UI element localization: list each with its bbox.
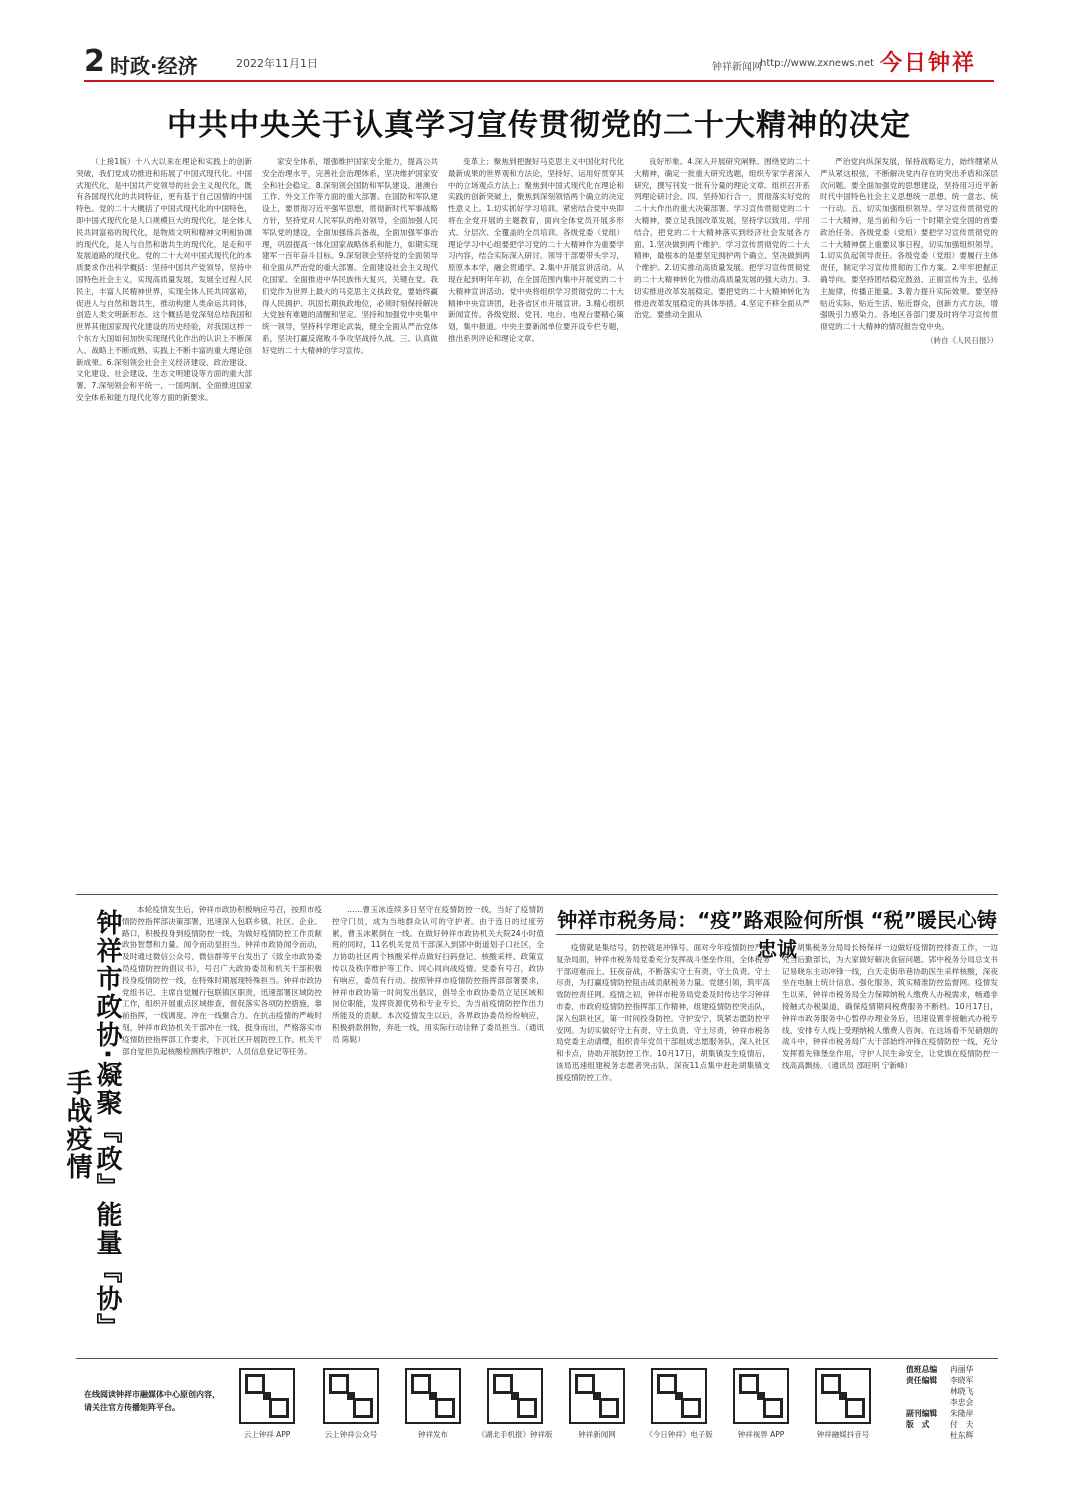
qr-code-icon: [323, 1368, 379, 1424]
qr-code-release[interactable]: 钟祥发布: [392, 1362, 474, 1440]
editor-row: 责任编辑 李晓军: [906, 1376, 974, 1385]
footer-divider: [76, 1358, 998, 1359]
right-article-column-1: 疫情就是集结号，防控就是冲锋号。面对今年疫情防控严峻复杂局面，钟祥市税务局党委充分发挥战斗堡垒作用，全体税务干部迎难而上、狂夜奋战，不断落实守土有责、守土负责、守土尽责，为打赢疫情防控阻击战贡献税务力量。党建引领，筑牢高效防控责任网。疫情之初，钟祥市税务局党委及时传达学习钟祥市委、市政府疫情防控指挥部工作精神，组建疫情防控突击队，深入包联社区，第一时间投身防控。守护安宁，筑紧志愿防控平安网。为切实做好守土有责、守土负责、守土尽责，钟祥市税务局党委主动请缨，组织青年党员干部组成志愿服务队，深入社区和卡点，协助开展防控工作。10月17日，胡集镇发生疫情后，该局迅速组建税务志愿者突击队，深夜11点集中赶赴胡集镇支援疫情防控工作。: [556, 943, 770, 1082]
qr-code-epaper[interactable]: 《今日钟祥》电子版: [638, 1362, 720, 1440]
footer-note: 在线阅读钟祥市融媒体中心原创内容，请关注官方传播矩阵平台。: [84, 1390, 220, 1412]
editor-row: 副刊编辑 朱隆岸: [906, 1409, 974, 1418]
qr-code-icon: [651, 1368, 707, 1424]
right-article-headline: 钟祥市税务局：“疫”路艰险何所惧 “税”暖民心铸忠诚: [557, 908, 997, 961]
main-article-column-2: 家安全体系，增强维护国家安全能力，提高公共安全治理水平，完善社会治理体系，坚决维护国家安全和社会稳定。8.深刻领会国防和军队建设、港澳台工作、外交工作等方面的重大部署。在国防和军队建设上，要贯彻习近平强军思想，贯彻新时代军事战略方针，坚持党对人民军队的绝对领导，全面加强人民军队党的建设，全面加强练兵备战，全面加强军事治理，巩固提高一体化国家战略体系和能力，如期实现建军一百年奋斗目标。9.深刻领会坚持党的全面领导和全面从严治党的重大部署。全面建设社会主义现代化国家、全面推进中华民族伟大复兴，关键在党。我们党作为世界上最大的马克思主义执政党，要始终赢得人民拥护、巩固长期执政地位，必须时刻保持解决大党独有难题的清醒和坚定。坚持和加强党中央集中统一领导，坚持科学理论武装，健全全面从严治党体系，坚决打赢反腐败斗争攻坚战持久战。三、认真做好党的二十大精神的学习宣传。: [262, 157, 438, 355]
editor-credits: [906, 1364, 996, 1441]
headline-divider: [556, 934, 998, 935]
qr-code-news-site[interactable]: 钟祥新闻网: [556, 1362, 638, 1440]
masthead: [0, 0, 1078, 94]
qr-code-icon: [815, 1368, 871, 1424]
main-article-source: （转自《人民日报》）: [925, 335, 998, 345]
qr-code-icon: [405, 1368, 461, 1424]
main-article-column-1: （上接1版）十八大以来在理论和实践上的创新突破，我们党成功推进和拓展了中国式现代化。中国式现代化，是中国共产党领导的社会主义现代化，既有各国现代化的共同特征，更有基于自己国情的中国特色。党的二十大概括了中国式现代化的中国特色，即中国式现代化是人口规模巨大的现代化，是全体人民共同富裕的现代化，是物质文明和精神文明相协调的现代化，是人与自然和谐共生的现代化，是走和平发展道路的现代化。党的二十大对中国式现代化的本质要求作出科学概括：坚持中国共产党领导，坚持中国特色社会主义，实现高质量发展，发展全过程人民民主，丰富人民精神世界，实现全体人民共同富裕，促进人与自然和谐共生，推动构建人类命运共同体，创造人类文明新形态。这个概括是党深刻总结我国和世界其他国家现代化建设的历史经验，对我国这样一个东方大国如何加快实现现代化作出的认识上不断深入、战略上不断成熟、实践上不断丰富的重大理论创新成果。6.深刻领会社会主义经济建设、政治建设、文化建设、社会建设、生态文明建设等方面的重大部署。7.深刻领会和平统一、一国两制、全面推进国家安全体系和能力现代化等方面的新要求。: [76, 157, 252, 402]
qr-code-icon: [569, 1368, 625, 1424]
left-article-column-2: ……曹玉冰连续多日坚守在疫情防控一线，当好了疫情防控守门员，成为当地群众认可的守护者。由于连日的过度劳累，曹玉冰累倒在一线。在做好钟祥市政协机关大院24小时值班的同时，11名机关党员干部深入到郢中街道划子口社区，全力协助社区两个核酸采样点做好扫码登记、核酸采样、政策宣传以及秩序维护等工作。同心同向战疫情。党委有号召，政协有响应，委员有行动。按照钟祥市疫情防控指挥部部署要求，钟祥市政协第一时间发出倡议，倡导全市政协委员立足区域和岗位职能，发挥资源优势和专业专长，为当前疫情防控作出力所能及的贡献。本次疫情发生以后，各界政协委员纷纷响应，积极捐款捐物，奔赴一线，用实际行动诠释了委员担当。（通讯员 陈鞑）: [332, 905, 544, 1044]
page-number: 2: [84, 44, 105, 79]
qr-code-icon: [487, 1368, 543, 1424]
editor-row: 杜东辉: [950, 1431, 974, 1440]
section-title: 时政·经济: [110, 54, 198, 78]
right-article-column-2: 胡集税务分局局长杨保祥一边做好疫情防控排查工作，一边充当后勤部长，为大家做好解决食宿问题。郢中税务分局总支书记易晓东主动冲锋一线，白天走街串巷协助医生采样核酸，深夜坐在电脑上统计信息。强化服务，筑实精准防控监督网。疫情发生以来，钟祥市税务局全力保障纳税人缴费人办税需求，畅通非接触式办税渠道，确保疫情期间税费服务不断档。10月17日，钟祥市政务服务中心暂停办理业务后，迅速设置非接触式办税专线，安排专人线上受理纳税人缴费人咨询。在这场看不见硝烟的战斗中，钟祥市税务局广大干部始终冲锋在疫情防控一线，充分发挥着先锋堡垒作用，守护人民生命安全，让党旗在疫情防控一线高高飘扬。（通讯员 邵旺明 宁新峰）: [782, 943, 998, 1070]
editor-row: 林晓飞: [950, 1387, 974, 1396]
main-article-column-4: 良好形象。4.深入开展研究阐释。围绕党的二十大精神，确定一批重大研究选题，组织专家学者深入研究，撰写刊发一批有分量的理论文章。组织召开系列理论研讨会。四、坚持知行合一，贯彻落实好党的二十大作出的重大决策部署。学习宣传贯彻党的二十大精神，要立足我国改革发展，坚持学以致用、学用结合，把党的二十大精神落实到经济社会发展各方面。1.坚决做到两个维护。学习宣传贯彻党的二十大精神，最根本的是要坚定拥护两个确立、坚决做到两个维护。2.切实推动高质量发展。把学习宣传贯彻党的二十大精神转化为推动高质量发展的强大动力。3.切实推进改革发展稳定。要把党的二十大精神转化为推进改革发展稳定的具体举措。4.坚定不移全面从严治党。要推动全面从: [634, 157, 810, 320]
site-url[interactable]: http://www.zxnews.net: [760, 58, 875, 69]
qr-code-wechat[interactable]: 云上钟祥公众号: [310, 1362, 392, 1440]
editor-row: 值班总编 冉丽华: [906, 1365, 974, 1374]
main-article-column-5: 严治党向纵深发展，保持战略定力，始终绷紧从严从紧这根弦，不断解决党内存在的突出矛盾和深层次问题。要全面加强党的思想建设，坚持用习近平新时代中国特色社会主义思想统一思想、统一意志、统一行动。五、切实加强组织领导。学习宣传贯彻党的二十大精神，是当前和今后一个时期全党全国的首要政治任务。各级党委（党组）要把学习宣传贯彻党的二十大精神摆上重要议事日程，切实加强组织领导。1.切实负起领导责任。各级党委（党组）要履行主体责任，制定学习宣传贯彻的工作方案。2.牢牢把握正确导向。要坚持团结稳定鼓劲、正面宣传为主，弘扬主旋律，传播正能量。3.着力提升实际效果。要坚持贴近实际、贴近生活、贴近群众，创新方式方法，增强吸引力感染力。各地区各部门要及时将学习宣传贯彻党的二十大精神的情况报告党中央。 （转自《人民日报》）: [820, 157, 998, 345]
qr-code-vision-app[interactable]: 钟祥视界 APP: [720, 1362, 802, 1440]
qr-code-app[interactable]: 云上钟祥 APP: [226, 1362, 308, 1440]
section-divider: [76, 894, 998, 895]
header-divider: [84, 80, 994, 82]
editor-row: 李忠会: [950, 1398, 974, 1407]
left-article-column-1: 本轮疫情发生后，钟祥市政协积极响应号召，按照市疫情防控指挥部决策部署，迅速深入包联乡镇、社区、企业、路口，积极投身到疫情防控一线，为做好疫情防控工作贡献政协智慧和力量。闻令而动显担当。钟祥市政协闻令而动，及时通过微信公众号、微信群等平台发出了《致全市政协委员疫情防控的倡议书》，号召广大政协委员和机关干部积极投身疫情防控一线，在特殊时期展现特殊担当。钟祥市政协党组书记、主席自觉履行包联镇区职责，迅速部署区域防控工作，组织开展重点区域排查，督促落实各项防控措施，靠前指挥，一线调度。冲在一线聚合力。在抗击疫情的严峻时刻，钟祥市政协机关干部冲在一线，挺身而出，严格落实市疫情防控指挥部工作要求，下沉社区开展防控工作。机关干部自觉担负起核酸检测秩序维护、人员信息登记等任务。: [122, 905, 322, 1056]
qr-code-icon: [239, 1368, 295, 1424]
main-article-column-3: 变革上；聚焦到把握好马克思主义中国化时代化最新成果的世界观和方法论，坚持好、运用好贯穿其中的立场观点方法上；聚焦到中国式现代化在理论和实践的创新突破上，聚焦到深刻领悟两个确立的决定性意义上。1.切实抓好学习培训。紧密结合党中央即将在全党开展的主题教育，面向全体党员开展多形式、分层次、全覆盖的全员培训。各级党委（党组）理论学习中心组要把学习党的二十大精神作为重要学习内容，结合实际深入研讨。领导干部要带头学习，原原本本学，融会贯通学。2.集中开展宣讲活动。从现在起到明年年初，在全国范围内集中开展党的二十大精神宣讲活动。党中央将组织学习贯彻党的二十大精神中央宣讲团，赴各省区市开展宣讲。3.精心组织新闻宣传。各级党报、党刊、电台、电视台要精心策划，集中报道。中央主要新闻单位要开设专栏专题，推出系列评论和理论文章。: [448, 157, 624, 343]
qr-code-mobile-paper[interactable]: 《湖北手机报》钟祥版: [474, 1362, 556, 1440]
left-article-headline: 钟祥市政协·凝聚『政』能量『协』手战疫情: [62, 909, 122, 1341]
qr-code-icon: [733, 1368, 789, 1424]
qr-code-douyin[interactable]: 钟祥融媒抖音号: [802, 1362, 884, 1440]
publication-date: 2022年11月1日: [236, 57, 318, 70]
editor-row: 版 式 付 夫: [906, 1420, 974, 1429]
main-headline: 中共中央关于认真学习宣传贯彻党的二十大精神的决定: [167, 108, 911, 143]
newspaper-logo: 今日钟祥: [880, 51, 977, 76]
site-name: 钟祥新闻网: [712, 62, 762, 73]
